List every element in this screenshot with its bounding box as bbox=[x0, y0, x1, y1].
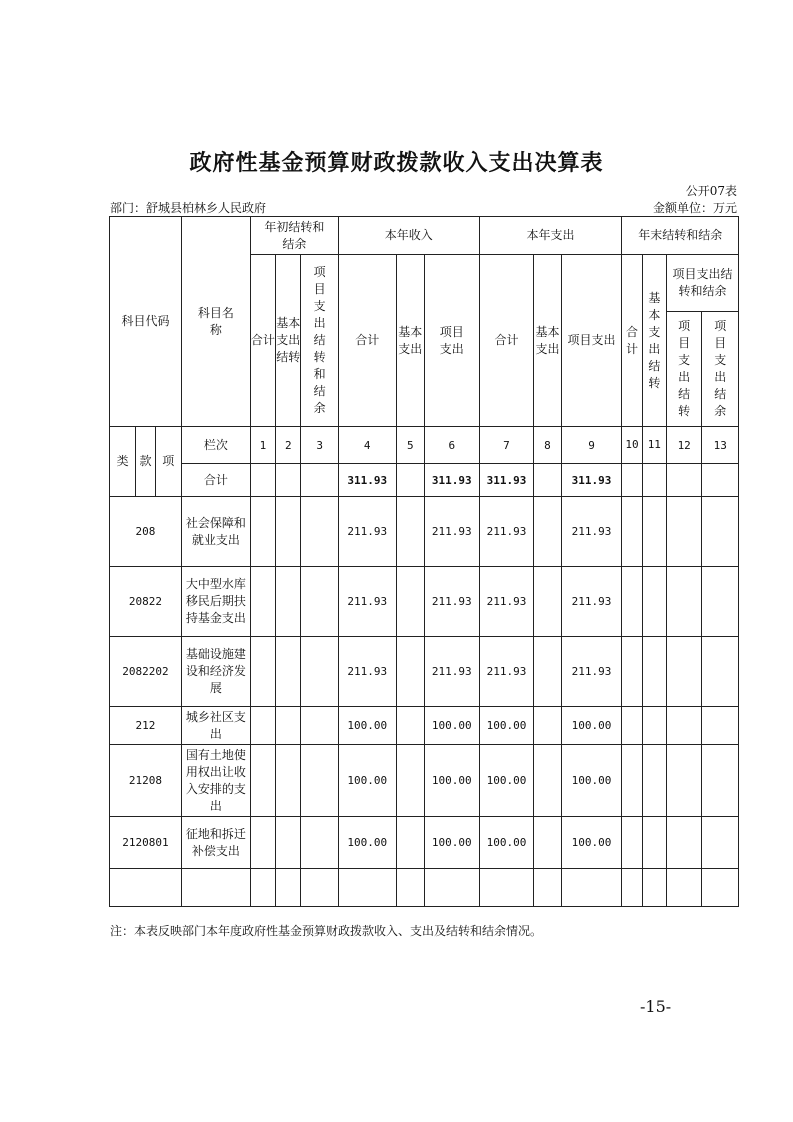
row-income-project: 100.00 bbox=[424, 707, 479, 745]
row-code: 20822 bbox=[110, 567, 182, 637]
row-name: 大中型水库移民后期扶持基金支出 bbox=[181, 567, 250, 637]
row-code: 2120801 bbox=[110, 817, 182, 869]
row-expense-project: 100.00 bbox=[561, 745, 622, 817]
header-expense-project: 项目支出 bbox=[561, 255, 622, 427]
column-number: 9 bbox=[561, 427, 622, 464]
department-label: 部门：舒城县柏林乡人民政府 bbox=[110, 201, 267, 215]
empty-row bbox=[110, 869, 739, 907]
header-income-basic: 基本支出 bbox=[396, 255, 424, 427]
total-label: 合计 bbox=[181, 464, 250, 497]
table-row bbox=[110, 707, 739, 745]
row-expense-project: 211.93 bbox=[561, 497, 622, 567]
page-title: 政府性基金预算财政拨款收入支出决算表 bbox=[189, 151, 604, 176]
header-end-group: 年末结转和结余 bbox=[622, 217, 739, 255]
row-expense-total: 211.93 bbox=[479, 497, 534, 567]
header-name: 科目名称 bbox=[181, 217, 250, 427]
row-expense-project: 211.93 bbox=[561, 637, 622, 707]
row-code: 2082202 bbox=[110, 637, 182, 707]
row-expense-project: 100.00 bbox=[561, 817, 622, 869]
total-income-total: 311.93 bbox=[338, 464, 396, 497]
table-row bbox=[110, 497, 739, 567]
total-income-project: 311.93 bbox=[424, 464, 479, 497]
table-note: 注：本表反映部门本年度政府性基金预算财政拨款收入、支出及结转和结余情况。 bbox=[110, 924, 543, 938]
row-income-project: 100.00 bbox=[424, 817, 479, 869]
header-end-basic-carry: 基本支出结转 bbox=[642, 255, 666, 427]
column-number: 1 bbox=[250, 427, 275, 464]
row-code: 208 bbox=[110, 497, 182, 567]
column-number: 6 bbox=[424, 427, 479, 464]
row-income-total: 211.93 bbox=[338, 567, 396, 637]
row-expense-project: 211.93 bbox=[561, 567, 622, 637]
row-name: 社会保障和就业支出 bbox=[181, 497, 250, 567]
header-row-1 bbox=[110, 217, 739, 255]
header-end-project-group: 项目支出结转和结余 bbox=[666, 255, 738, 312]
header-end-project-carry: 项目支出结转 bbox=[666, 312, 701, 427]
table-number: 公开07表 bbox=[685, 184, 737, 198]
header-expense-group: 本年支出 bbox=[479, 217, 622, 255]
column-number: 7 bbox=[479, 427, 534, 464]
header-kuan: 款 bbox=[136, 427, 155, 497]
header-lei: 类 bbox=[110, 427, 136, 497]
row-name: 征地和拆迁补偿支出 bbox=[181, 817, 250, 869]
column-number: 5 bbox=[396, 427, 424, 464]
column-number: 8 bbox=[534, 427, 561, 464]
row-income-project: 100.00 bbox=[424, 745, 479, 817]
page-number: -15- bbox=[640, 997, 672, 1016]
column-index-label: 栏次 bbox=[181, 427, 250, 464]
row-code: 212 bbox=[110, 707, 182, 745]
row-income-project: 211.93 bbox=[424, 497, 479, 567]
header-end-project-balance: 项目支出结余 bbox=[702, 312, 739, 427]
header-expense-total: 合计 bbox=[479, 255, 534, 427]
header-income-project: 项目支出 bbox=[424, 255, 479, 427]
row-income-project: 211.93 bbox=[424, 637, 479, 707]
column-number: 2 bbox=[276, 427, 301, 464]
row-income-total: 100.00 bbox=[338, 745, 396, 817]
row-income-total: 211.93 bbox=[338, 497, 396, 567]
header-code: 科目代码 bbox=[110, 217, 182, 427]
column-number: 3 bbox=[301, 427, 338, 464]
fund-budget-table bbox=[109, 216, 739, 907]
amount-unit-label: 金额单位：万元 bbox=[652, 201, 737, 215]
row-expense-total: 100.00 bbox=[479, 745, 534, 817]
column-number: 4 bbox=[338, 427, 396, 464]
total-expense-project: 311.93 bbox=[561, 464, 622, 497]
row-name: 国有土地使用权出让收入安排的支出 bbox=[181, 745, 250, 817]
header-end-total: 合计 bbox=[622, 255, 642, 427]
row-expense-total: 100.00 bbox=[479, 707, 534, 745]
row-income-total: 100.00 bbox=[338, 707, 396, 745]
total-expense-total: 311.93 bbox=[479, 464, 534, 497]
row-income-project: 211.93 bbox=[424, 567, 479, 637]
column-index-row bbox=[110, 427, 739, 464]
header-begin-total: 合计 bbox=[250, 255, 275, 427]
column-number: 13 bbox=[702, 427, 739, 464]
row-income-total: 211.93 bbox=[338, 637, 396, 707]
row-income-total: 100.00 bbox=[338, 817, 396, 869]
header-xiang: 项 bbox=[155, 427, 181, 497]
row-name: 基础设施建设和经济发展 bbox=[181, 637, 250, 707]
row-expense-total: 100.00 bbox=[479, 817, 534, 869]
column-number: 12 bbox=[666, 427, 701, 464]
column-number: 10 bbox=[622, 427, 642, 464]
header-begin-group: 年初结转和结余 bbox=[250, 217, 338, 255]
row-expense-project: 100.00 bbox=[561, 707, 622, 745]
row-expense-total: 211.93 bbox=[479, 567, 534, 637]
table-row bbox=[110, 567, 739, 637]
table-row bbox=[110, 637, 739, 707]
total-row bbox=[110, 464, 739, 497]
column-number: 11 bbox=[642, 427, 666, 464]
row-code: 21208 bbox=[110, 745, 182, 817]
header-income-group: 本年收入 bbox=[338, 217, 479, 255]
row-expense-total: 211.93 bbox=[479, 637, 534, 707]
row-name: 城乡社区支出 bbox=[181, 707, 250, 745]
table-row bbox=[110, 817, 739, 869]
header-income-total: 合计 bbox=[338, 255, 396, 427]
table-row bbox=[110, 745, 739, 817]
header-begin-project-carry-balance: 项目支出结转和结余 bbox=[301, 255, 338, 427]
header-begin-basic-carry: 基本支出结转 bbox=[276, 255, 301, 427]
header-expense-basic: 基本支出 bbox=[534, 255, 561, 427]
